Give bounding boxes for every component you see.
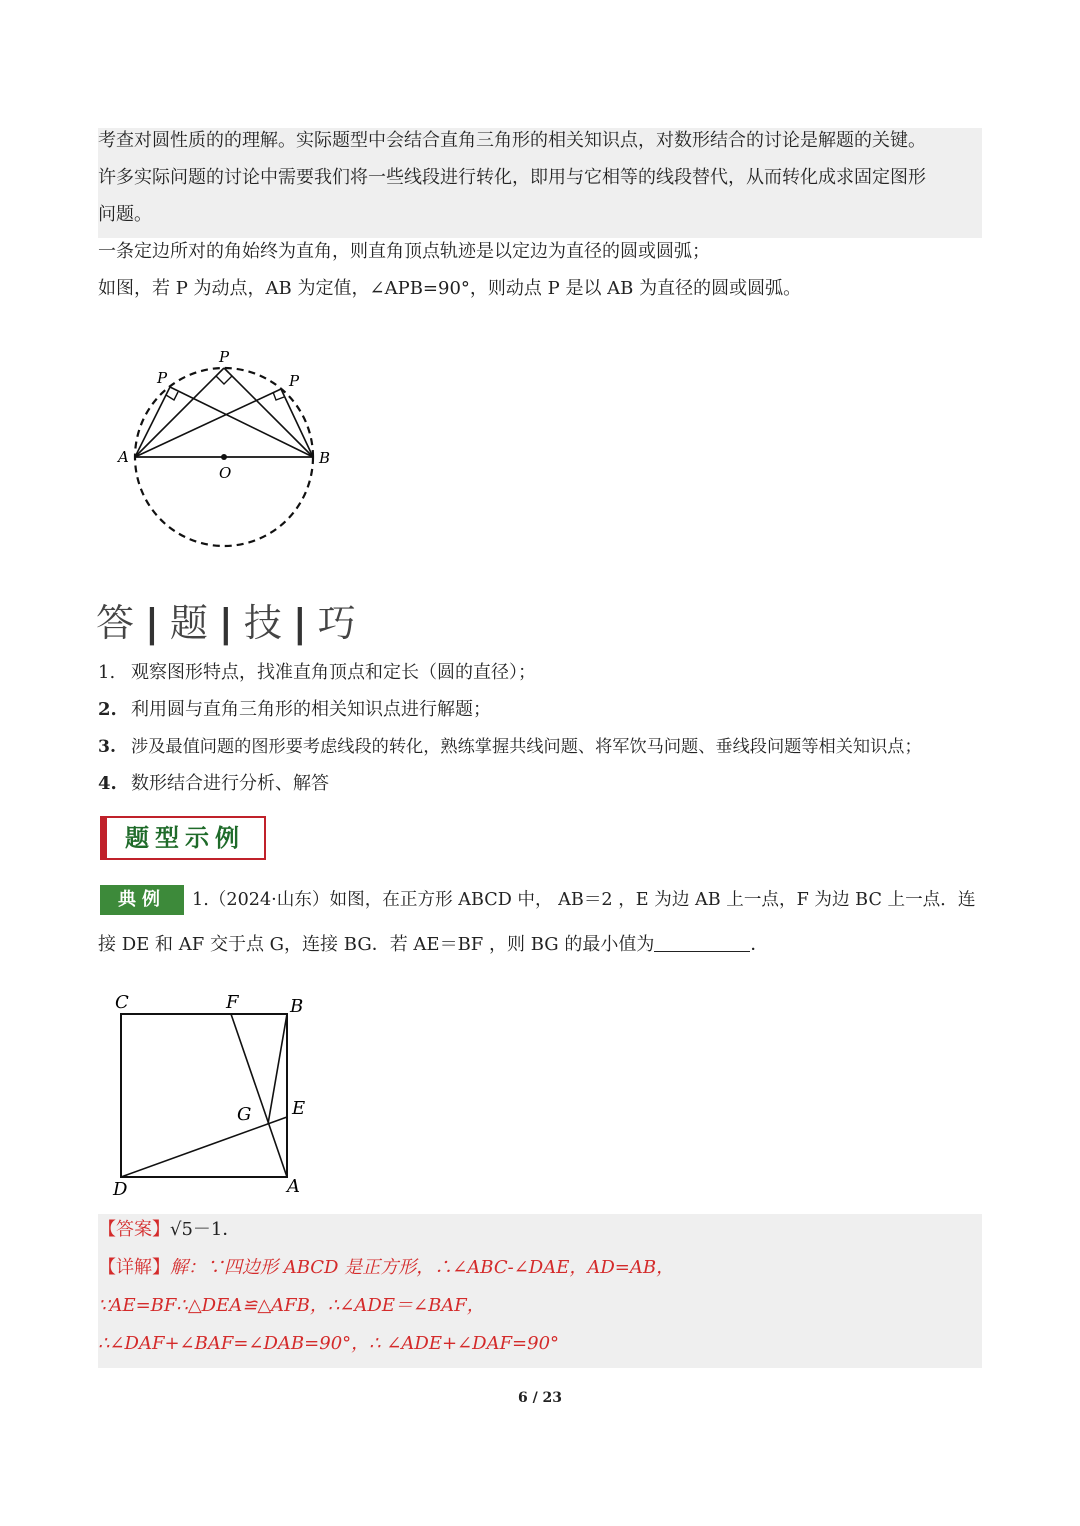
answer-value: √5－1． bbox=[170, 1219, 241, 1240]
tip-item-3 bbox=[98, 735, 922, 759]
label-p-right: P bbox=[289, 372, 300, 390]
intro-line-2: 许多实际问题的讨论中需要我们将一些线段进行转化，即用与它相等的线段替代，从而转化成求固定图形 bbox=[98, 167, 926, 188]
label-f: F bbox=[226, 992, 239, 1013]
label-c: C bbox=[115, 992, 129, 1013]
intro-line-5: 如图，若 P 为动点，AB 为定值，∠APB=90°，则动点 P 是以 AB 为直径的圆或圆弧。 bbox=[98, 278, 802, 299]
tip-number: 2. bbox=[98, 699, 117, 720]
circle-diagram bbox=[110, 340, 350, 560]
tip-item-4 bbox=[98, 772, 329, 796]
label-e: E bbox=[292, 1098, 306, 1119]
segment-af bbox=[231, 1014, 287, 1177]
label-o: O bbox=[219, 464, 232, 482]
example-tag: 典例 bbox=[100, 885, 184, 915]
segment-bg bbox=[268, 1014, 287, 1124]
tip-number: 1. bbox=[98, 662, 116, 683]
tip-text: 利用圆与直角三角形的相关知识点进行解题； bbox=[131, 699, 491, 720]
detail-line-1 bbox=[98, 1256, 674, 1280]
example-line-2-end: ． bbox=[750, 934, 769, 955]
label-p-left: P bbox=[157, 369, 168, 387]
segment-b-ptop bbox=[224, 368, 313, 457]
tip-item-2 bbox=[98, 698, 491, 722]
label-g: G bbox=[237, 1104, 252, 1125]
heading-char-3: 技 bbox=[243, 601, 283, 645]
tip-text: 数形结合进行分析、解答 bbox=[131, 773, 329, 794]
label-p-top: P bbox=[219, 348, 230, 366]
answer-blank bbox=[654, 933, 750, 952]
detail-text-1: 解：∵四边形 ABCD 是正方形，∴∠ABC-∠DAE，AD=AB， bbox=[170, 1257, 675, 1278]
tip-number: 4. bbox=[98, 773, 117, 794]
segment-b-pright bbox=[281, 389, 313, 457]
page-number: 6 / 23 bbox=[517, 1390, 563, 1406]
right-angle-left bbox=[166, 392, 178, 400]
answer-label: 【答案】 bbox=[98, 1219, 170, 1240]
tip-text: 观察图形特点，找准直角顶点和定长（圆的直径）； bbox=[131, 662, 536, 683]
segment-a-ptop bbox=[135, 368, 224, 457]
detail-line-3: ∴∠DAF+∠BAF=∠DAB=90°，∴ ∠ADE+∠DAF=90° bbox=[98, 1333, 560, 1354]
example-line-2-text: 接 DE 和 AF 交于点 G，连接 BG．若 AE＝BF ，则 BG 的最小值为 bbox=[98, 934, 655, 955]
heading-char-1: 答 bbox=[96, 601, 136, 645]
right-angle-top bbox=[216, 376, 232, 384]
label-a: A bbox=[287, 1176, 300, 1197]
segment-df-line bbox=[121, 1117, 287, 1177]
heading-char-4: 巧 bbox=[317, 601, 357, 645]
label-d: D bbox=[113, 1179, 128, 1200]
label-b: B bbox=[290, 996, 304, 1017]
tip-item-1 bbox=[98, 661, 536, 685]
segment-a-pleft bbox=[135, 387, 170, 457]
square-abcd bbox=[121, 1014, 287, 1177]
example-line-1: 1.（2024·山东）如图，在正方形 ABCD 中， AB＝2 ，E 为边 AB 上一点，F 为边 BC 上一点．连 bbox=[192, 890, 976, 910]
detail-label: 【详解】 bbox=[98, 1257, 170, 1278]
heading-char-2: 题 bbox=[169, 601, 209, 645]
section-badge: 题型示例 bbox=[100, 816, 266, 860]
example-line-2 bbox=[98, 933, 768, 957]
intro-line-1: 考查对圆性质的的理解。实际题型中会结合直角三角形的相关知识点，对数形结合的讨论是解题的关键。 bbox=[98, 130, 926, 151]
label-a: A bbox=[118, 448, 129, 466]
tip-number: 3. bbox=[98, 737, 116, 757]
intro-line-3: 问题。 bbox=[98, 204, 152, 225]
intro-line-4: 一条定边所对的角始终为直角，则直角顶点轨迹是以定边为直径的圆或圆弧； bbox=[98, 241, 710, 262]
center-point bbox=[221, 454, 227, 460]
tip-text: 涉及最值问题的图形要考虑线段的转化，熟练掌握共线问题、将军饮马问题、垂线段问题等相关知识点； bbox=[131, 737, 922, 757]
tips-heading: 答 | 题 | 技 | 巧 bbox=[96, 601, 357, 645]
label-b: B bbox=[319, 449, 331, 467]
square-diagram bbox=[105, 985, 335, 1200]
detail-line-2: ∵AE=BF∴△DEA≌△AFB，∴∠ADE＝∠BAF， bbox=[98, 1295, 485, 1316]
answer-line bbox=[98, 1218, 240, 1242]
